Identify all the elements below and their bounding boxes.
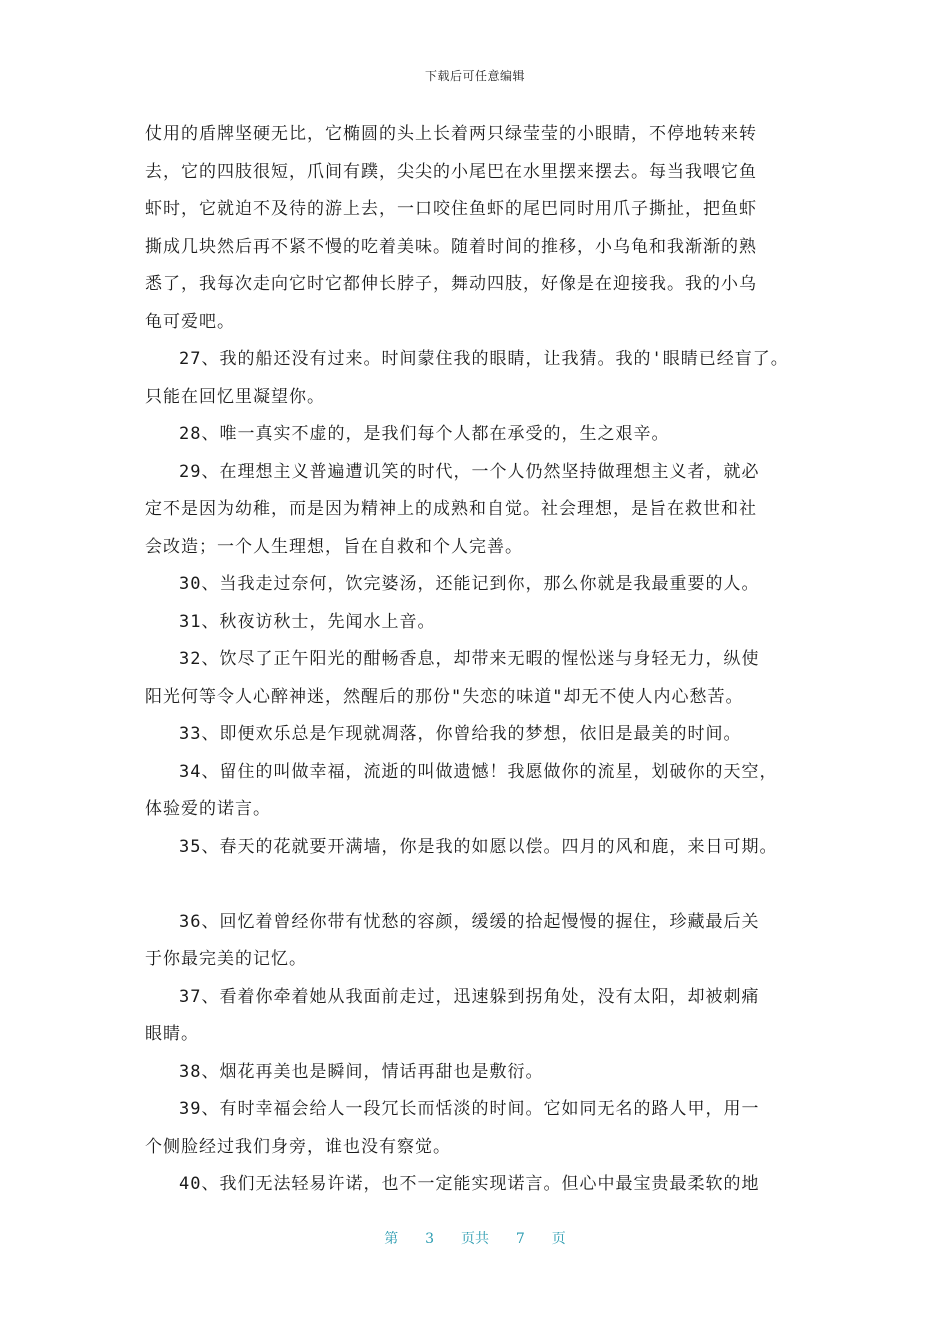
text-line: 29、在理想主义普遍遭讥笑的时代，一个人仍然坚持做理想主义者，就必 <box>179 461 760 482</box>
text-line: 39、有时幸福会给人一段冗长而恬淡的时间。它如同无名的路人甲，用一 <box>179 1099 760 1119</box>
text-line: 34、留住的叫做幸福，流逝的叫做遗憾！我愿做你的流星，划破你的天空， <box>179 761 778 782</box>
text-line: 于你最完美的记忆。 <box>145 949 307 969</box>
footer-total-pages: 7 <box>515 1231 525 1247</box>
text-line: 个侧脸经过我们身旁，谁也没有察觉。 <box>145 1136 451 1157</box>
text-line: 37、看着你牵着她从我面前走过，迅速躲到拐角处，没有太阳，却被刺痛 <box>179 986 760 1007</box>
text-line: 去，它的四肢很短，爪间有蹼，尖尖的小尾巴在水里摆来摆去。每当我喂它鱼 <box>145 161 757 182</box>
text-line: 只能在回忆里凝望你。 <box>145 386 325 407</box>
text-line: 撕成几块然后再不紧不慢的吃着美味。随着时间的推移，小乌龟和我渐渐的熟 <box>145 236 757 257</box>
text-line: 会改造；一个人生理想，旨在自救和个人完善。 <box>145 536 523 557</box>
page-header: 下载后可任意编辑 <box>424 69 525 83</box>
text-line: 28、唯一真实不虚的，是我们每个人都在承受的，生之艰辛。 <box>179 424 670 444</box>
footer-middle: 页共 <box>461 1231 489 1247</box>
text-line: 27、我的船还没有过来。时间蒙住我的眼睛，让我猜。我的'眼睛已经盲了。 <box>179 349 789 369</box>
document-body <box>145 116 825 1204</box>
text-line: 定不是因为幼稚，而是因为精神上的成熟和自觉。社会理想，是旨在救世和社 <box>145 499 757 519</box>
page-footer <box>0 1228 950 1248</box>
text-line: 33、即便欢乐总是乍现就凋落，你曾给我的梦想，依旧是最美的时间。 <box>179 724 742 744</box>
text-line: 38、烟花再美也是瞬间，情话再甜也是敷衍。 <box>179 1061 544 1082</box>
paragraph-gap <box>145 866 825 904</box>
text-line: 体验爱的诺言。 <box>145 799 271 819</box>
text-line: 31、秋夜访秋士，先闻水上音。 <box>179 611 436 632</box>
text-line: 40、我们无法轻易许诺，也不一定能实现诺言。但心中最宝贵最柔软的地 <box>179 1174 760 1194</box>
text-line: 龟可爱吧。 <box>145 311 235 332</box>
text-line: 阳光何等令人心醉神迷，然醒后的那份"失恋的味道"却无不使人内心愁苦。 <box>145 686 744 707</box>
text-line: 仗用的盾牌坚硬无比，它椭圆的头上长着两只绿莹莹的小眼睛，不停地转来转 <box>145 124 757 144</box>
text-line: 32、饮尽了正午阳光的酣畅香息，却带来无暇的惺忪迷与身轻无力，纵使 <box>179 649 760 669</box>
text-line: 36、回忆着曾经你带有忧愁的容颜，缓缓的拾起慢慢的握住，珍藏最后关 <box>179 911 760 932</box>
footer-suffix: 页 <box>551 1231 566 1247</box>
text-line: 35、春天的花就要开满墙，你是我的如愿以偿。四月的风和鹿，来日可期。 <box>179 836 778 857</box>
footer-current-page: 3 <box>425 1231 435 1247</box>
footer-prefix: 第 <box>384 1231 399 1247</box>
text-line: 30、当我走过奈何，饮完婆汤，还能记到你，那么你就是我最重要的人。 <box>179 574 760 594</box>
text-line: 眼睛。 <box>145 1024 199 1044</box>
text-line: 悉了，我每次走向它时它都伸长脖子，舞动四肢，好像是在迎接我。我的小乌 <box>145 274 757 294</box>
text-line: 虾时，它就迫不及待的游上去，一口咬住鱼虾的尾巴同时用爪子撕扯，把鱼虾 <box>145 199 757 219</box>
